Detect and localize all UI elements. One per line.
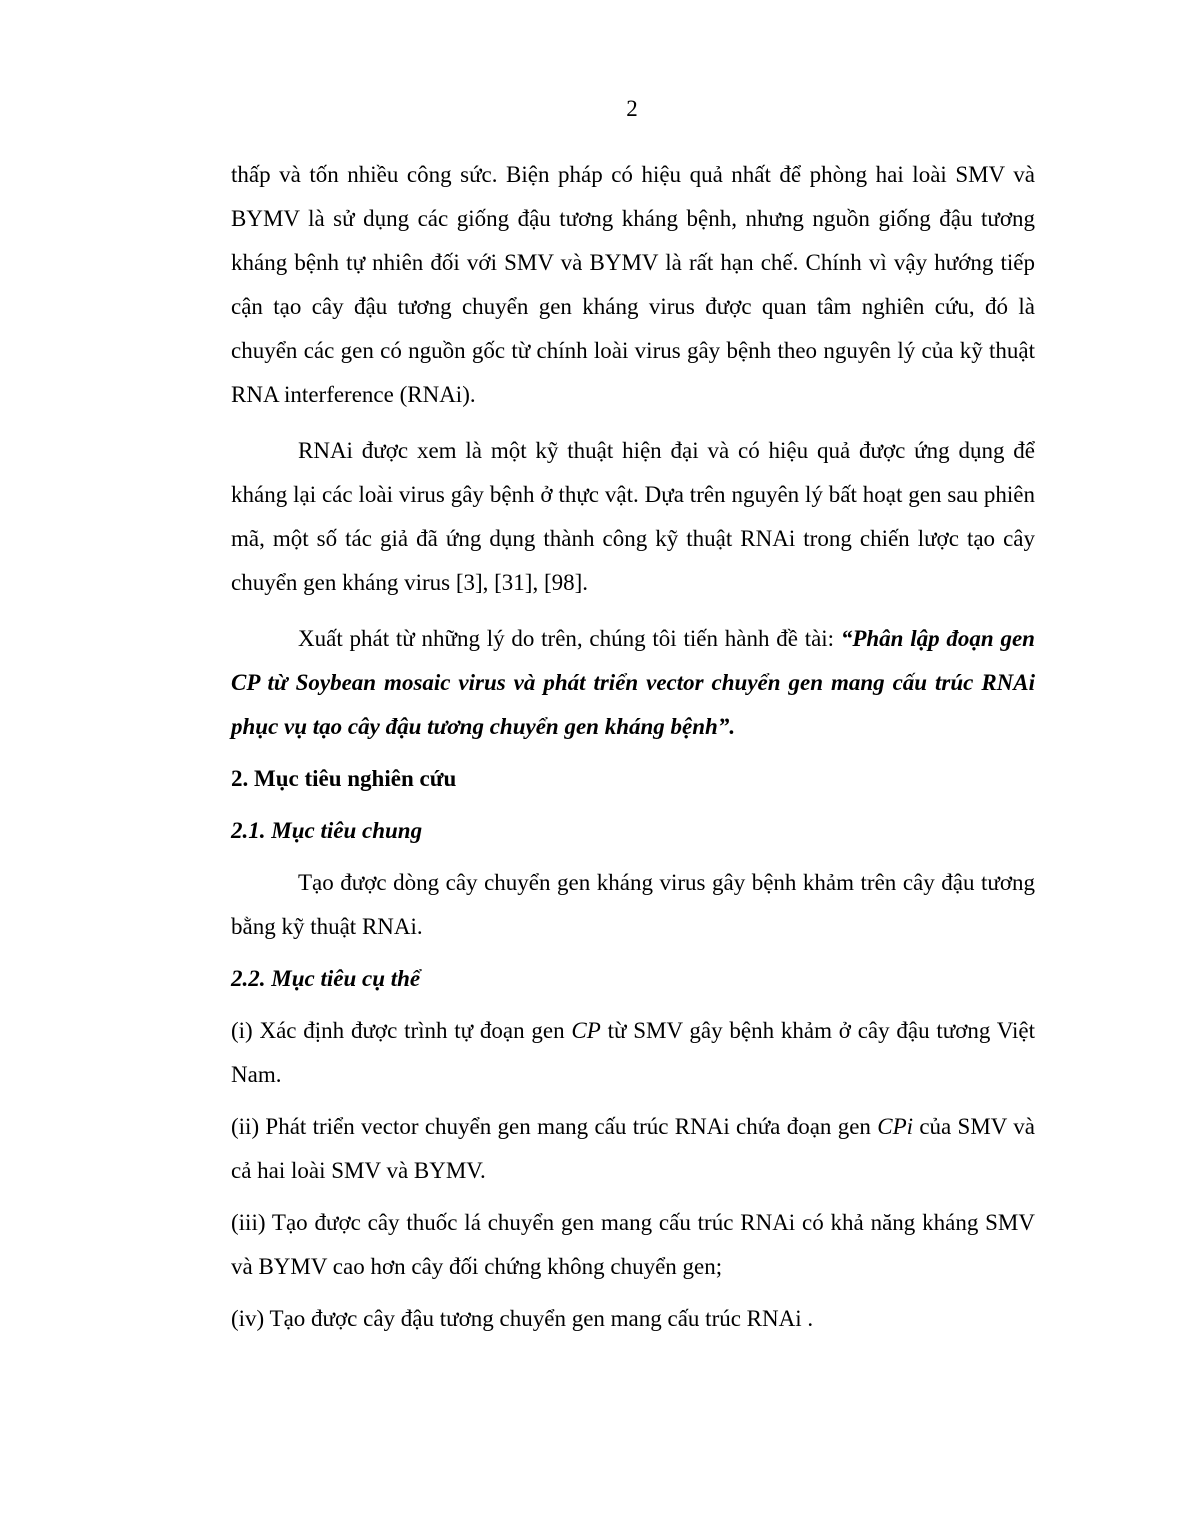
- paragraph-1: thấp và tốn nhiều công sức. Biện pháp có hiệu quả nhất để phòng hai loài SMV và BYMV là sử dụng các giống đậu tương kháng bệnh, nhưng nguồn giống đậu tương kháng bệnh tự nhiên đối với SMV và BYMV là rất hạn chế. Chính vì vậy hướng tiếp cận tạo cây đậu tương chuyển gen kháng virus được quan tâm nghiên cứu, đó là chuyển các gen có nguồn gốc từ chính loài virus gây bệnh theo nguyên lý của kỹ thuật RNA interference (RNAi).: [231, 162, 1035, 407]
- subsection-heading-general: 2.1. Mục tiêu chung: [231, 818, 423, 843]
- objective-item-4: (iv) Tạo được cây đậu tương chuyển gen mang cấu trúc RNAi .: [231, 1306, 814, 1331]
- objective-item-1: [231, 1009, 1035, 1097]
- objective-item-3: (iii) Tạo được cây thuốc lá chuyển gen mang cấu trúc RNAi có khả năng kháng SMV và BYMV cao hơn cây đối chứng không chuyển gen;: [231, 1210, 1035, 1279]
- paragraph-3-intro: Xuất phát từ những lý do trên, chúng tôi tiến hành đề tài:: [298, 626, 841, 651]
- section-heading-objectives: 2. Mục tiêu nghiên cứu: [231, 766, 457, 791]
- objective-item-1-pre: (i) Xác định được trình tự đoạn gen: [231, 1018, 572, 1043]
- page-content: [231, 153, 1035, 1341]
- subsection-heading-specific: 2.2. Mục tiêu cụ thể: [231, 966, 421, 991]
- gene-cp: CP: [571, 1018, 601, 1043]
- objective-item-1-post: từ SMV gây bệnh khảm ở cây đậu tương Việt Nam.: [231, 1018, 1035, 1087]
- gene-cpi: CPi: [877, 1114, 914, 1139]
- paragraph-2: RNAi được xem là một kỹ thuật hiện đại và có hiệu quả được ứng dụng để kháng lại các loài virus gây bệnh ở thực vật. Dựa trên nguyên lý bất hoạt gen sau phiên mã, một số tác giả đã ứng dụng thành công kỹ thuật RNAi trong chiến lược tạo cây chuyển gen kháng virus [3], [31], [98].: [231, 438, 1035, 595]
- thesis-title: “Phân lập đoạn gen CP từ Soybean mosaic virus và phát triển vector chuyển gen mang cấu trúc RNAi phục vụ tạo cây đậu tương chuyển gen kháng bệnh”.: [231, 626, 1035, 739]
- general-objective-text: Tạo được dòng cây chuyển gen kháng virus gây bệnh khảm trên cây đậu tương bằng kỹ thuật RNAi.: [231, 870, 1035, 939]
- objective-item-2: [231, 1105, 1035, 1193]
- objective-item-2-pre: (ii) Phát triển vector chuyển gen mang cấu trúc RNAi chứa đoạn gen: [231, 1114, 878, 1139]
- paragraph-3: [231, 617, 1035, 749]
- page-number: 2: [626, 96, 638, 121]
- objective-item-2-post: của SMV và cả hai loài SMV và BYMV.: [231, 1114, 1035, 1183]
